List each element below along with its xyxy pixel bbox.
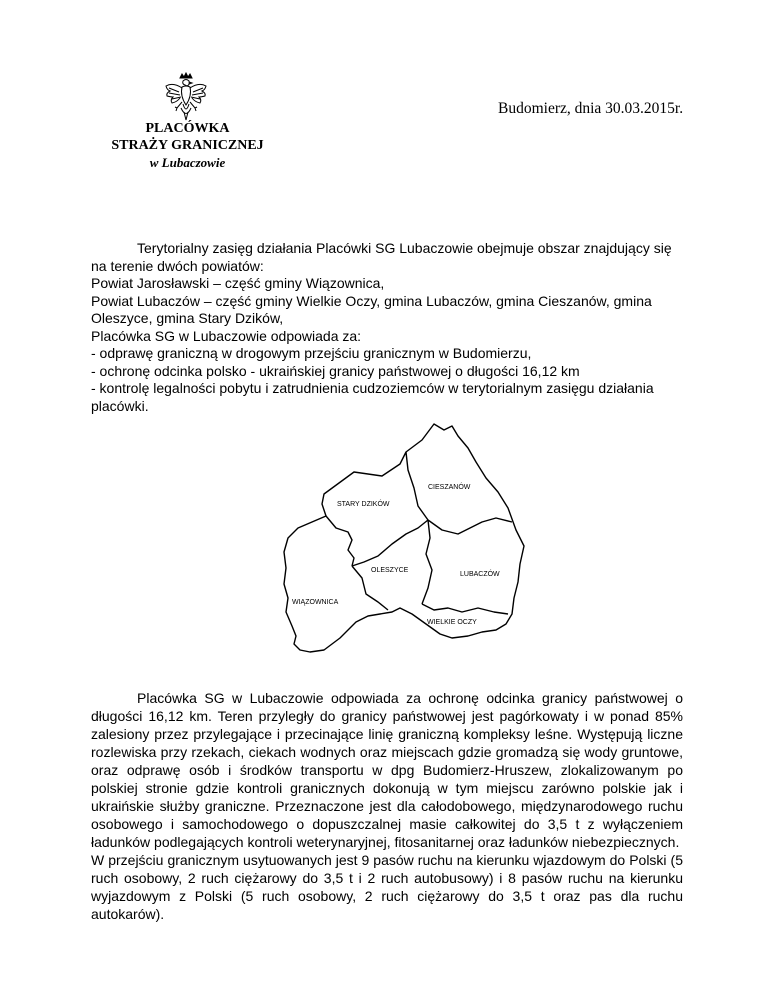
boundary-starydzikow-south [352, 520, 428, 566]
boundary-wielkieoczy [422, 604, 508, 614]
place-and-date: Budomierz, dnia 30.03.2015r. [498, 100, 684, 117]
map-label-stary-dzikow: STARY DZIKÓW [337, 501, 390, 508]
map-label-cieszanow: CIESZANÓW [428, 484, 471, 491]
white-eagle-emblem-icon [163, 72, 209, 124]
intro-line: - odprawę graniczną w drogowym przejściu granicznym w Budomierzu, [91, 345, 532, 361]
intro-line: Placówka SG w Lubaczowie odpowiada za: [91, 327, 362, 344]
area-outer-boundary [284, 424, 524, 652]
intro-section [91, 240, 681, 415]
intro-paragraph: Terytorialny zasięg działania Placówki SG Lubaczowie obejmuje obszar znajdujący się na terenie dwóch powiatów: [91, 240, 672, 274]
map-label-lubaczow: LUBACZÓW [460, 571, 500, 578]
boundary-oleszyce-lubaczow [422, 520, 432, 604]
org-name-line1: PLACÓWKA [145, 121, 230, 136]
boundary-cieszanow-starydzikow [406, 452, 428, 520]
org-location: w Lubaczowie [149, 155, 226, 170]
intro-line: Powiat Jarosławski – część gminy Wiązownica, [91, 275, 385, 291]
org-name-line2: STRAŻY GRANICZNEJ [111, 138, 264, 153]
organization-header [100, 120, 275, 171]
map-label-wiazownica: WIĄZOWNICA [292, 599, 339, 606]
intro-line: - ochronę odcinka polsko - ukraińskiej granicy państwowej o długości 16,12 km [91, 362, 580, 379]
boundary-cieszanow-lubaczow [428, 518, 512, 534]
map-label-wielkie-oczy: WIELKIE OCZY [427, 619, 477, 626]
map-label-oleszyce: OLESZYCE [371, 567, 409, 574]
description-paragraph: Placówka SG w Lubaczowie odpowiada za ochronę odcinka granicy państwowej o długości 16,12 km. Teren przyległy do granicy państwowej jest pagórkowaty i w ponad 85% zalesiony przez przylegające i przecinające linię graniczną kompleksy leśne. Występują liczne rozlewiska przy rzekach, ciekach wodnych oraz miejscach gdzie gromadzą się wody gruntowe, oraz odprawę osób i środków transportu w dpg Budomierz-Hruszew, zlokalizowanym po polskiej stronie gdzie kontroli granicznych dokonują w tym miejscu zarówno polskie jak i ukraińskie służby graniczne. Przeznaczone jest dla całodobowego, międzynarodowego ruchu osobowego i samochodowego o dopuszczalnej masie całkowitej do 3,5 t z wyłączeniem ładunków podlegających kontroli weterynaryjnej, fitosanitarnej oraz ładunków niebezpiecznych. [91, 690, 683, 850]
boundary-starydzikow-oleszyce [326, 516, 354, 566]
intro-line: Powiat Lubaczów – część gminy Wielkie Oczy, gmina Lubaczów, gmina Cieszanów, gmina Oleszyce, gmina Stary Dzików, [91, 292, 652, 326]
description-paragraph: W przejściu granicznym usytuowanych jest 9 pasów ruchu na kierunku wjazdowym do Polski (5 ruch osobowy, 2 ruch ciężarowy do 3,5 t i 2 ruch autobusowy) i 8 pasów ruchu na kierunku wyjazdowym z Polski (5 ruch osobowy, 2 ruch ciężarowy do 3,5 t oraz pas dla ruchu autokarów). [91, 852, 683, 922]
intro-line: - kontrolę legalności pobytu i zatrudnienia cudzoziemców w terytorialnym zasięgu działania placówki. [91, 380, 654, 414]
area-map [282, 418, 554, 660]
description-section [91, 689, 683, 923]
